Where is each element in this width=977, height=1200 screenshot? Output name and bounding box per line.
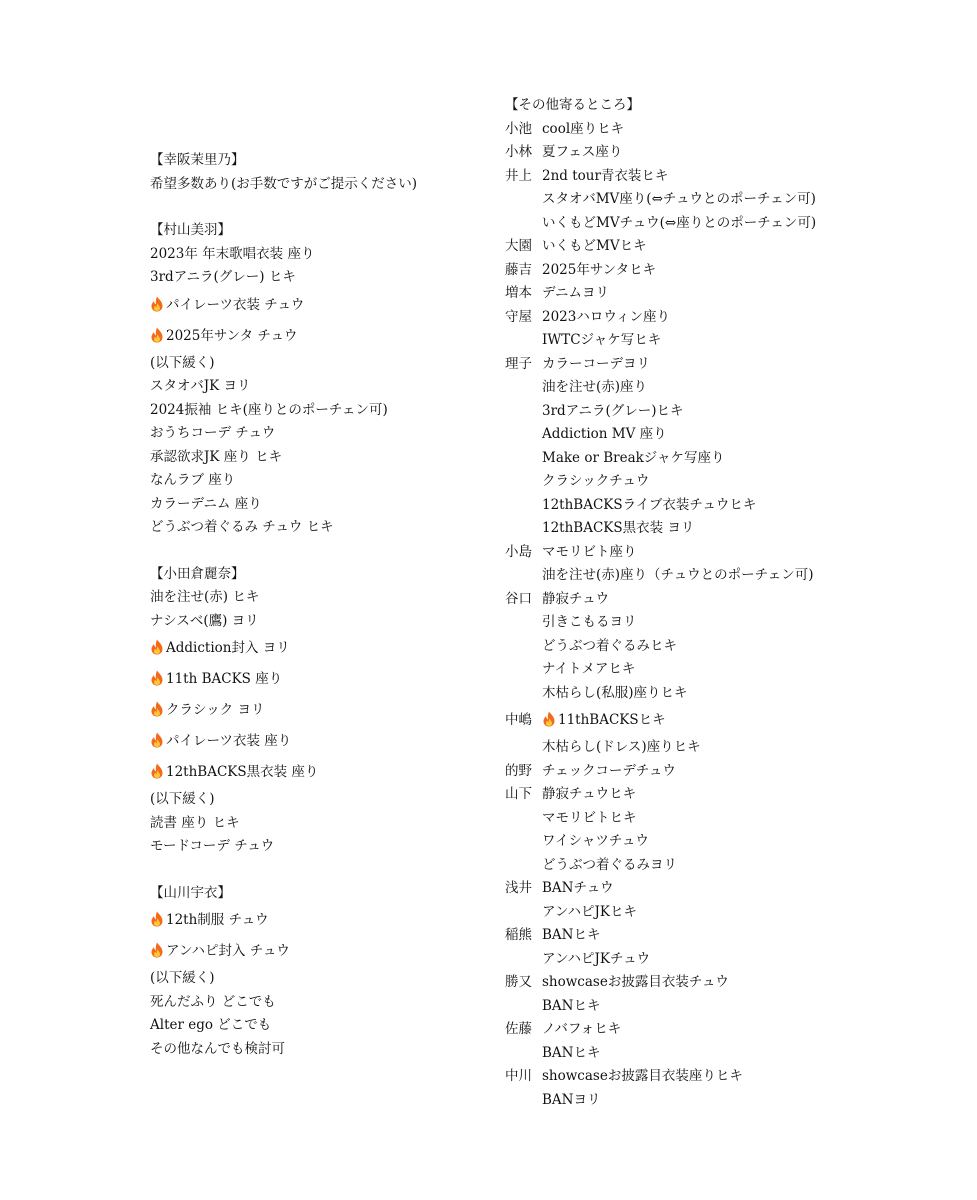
text-line	[505, 235, 965, 259]
line-text: 2024振袖 ヒキ(座りとのポーチェン可)	[150, 401, 388, 418]
fire-icon	[150, 670, 164, 686]
text-line	[150, 1038, 480, 1062]
text-line	[505, 564, 965, 588]
priority-line	[505, 705, 965, 736]
member-name: 守屋	[505, 308, 532, 325]
line-text: 引きこもるヨリ	[542, 614, 637, 630]
text-line	[505, 165, 965, 189]
line-text: (以下緩く)	[150, 791, 215, 807]
fire-icon	[150, 296, 164, 312]
priority-line	[150, 757, 480, 788]
line-text: その他なんでも検討可	[150, 1040, 285, 1057]
line-text: 3rdアニラ(グレー) ヒキ	[150, 269, 296, 285]
text-line	[150, 882, 480, 906]
line-text: 木枯らし(私服)座りヒキ	[542, 684, 688, 701]
line-text: showcaseお披露目衣装チュウ	[542, 974, 729, 990]
priority-line	[150, 321, 480, 352]
line-text: 12thBACKSライブ衣装チュウヒキ	[542, 496, 757, 513]
member-name: 中川	[505, 1068, 532, 1084]
line-text: 11th BACKS 座り	[166, 671, 283, 687]
text-line	[505, 376, 965, 400]
line-text: 希望多数あり(お手数ですがご提示ください)	[150, 175, 418, 192]
text-line	[150, 173, 480, 197]
line-text: いくもどMVヒキ	[542, 238, 647, 254]
text-line	[505, 658, 965, 682]
fire-icon	[150, 942, 164, 958]
member-name: 稲熊	[505, 927, 532, 943]
text-line	[505, 783, 965, 807]
fire-icon	[150, 732, 164, 748]
line-text: 夏フェス座り	[542, 144, 623, 160]
text-line	[505, 854, 965, 878]
line-text: どうぶつ着ぐるみヒキ	[542, 637, 677, 654]
line-text: ナシスベ(鷹) ヨリ	[150, 612, 259, 629]
member-name: 浅井	[505, 880, 532, 896]
line-text: 2023年 年末歌唱衣装 座り	[150, 245, 315, 262]
fire-icon	[150, 701, 164, 717]
line-text: パイレーツ衣装 座り	[166, 733, 292, 749]
text-line	[505, 924, 965, 948]
text-line	[505, 282, 965, 306]
line-text: 【山川宇衣】	[150, 884, 231, 901]
text-line	[505, 400, 965, 424]
line-text: 承認欲求JK 座り ヒキ	[150, 448, 283, 465]
text-line	[150, 243, 480, 267]
text-line	[505, 259, 965, 283]
priority-line	[150, 695, 480, 726]
text-line	[150, 352, 480, 376]
member-name: 大園	[505, 238, 532, 254]
text-line	[505, 995, 965, 1019]
member-name: 小島	[505, 543, 532, 560]
left-column	[150, 149, 480, 1061]
line-text: (以下緩く)	[150, 354, 215, 371]
line-text: ワイシャツチュウ	[542, 833, 649, 849]
text-line	[150, 446, 480, 470]
line-text: アンハピJKヒキ	[542, 903, 638, 920]
text-line	[150, 586, 480, 610]
text-line	[150, 516, 480, 540]
text-line	[505, 141, 965, 165]
text-line	[505, 1065, 965, 1089]
member-name: 小池	[505, 120, 532, 137]
line-text: BANヨリ	[542, 1091, 601, 1108]
member-name: 中嶋	[505, 712, 532, 728]
line-text: 油を注せ(赤)座り	[542, 379, 648, 395]
line-text: Addiction封入 ヨリ	[166, 640, 290, 656]
line-text: どうぶつ着ぐるみヨリ	[542, 856, 677, 873]
line-text: モードコーデ チュウ	[150, 838, 275, 854]
text-line	[150, 788, 480, 812]
fire-icon	[150, 327, 164, 343]
text-line	[150, 835, 480, 859]
text-line	[505, 517, 965, 541]
line-text: 【小田倉麗奈】	[150, 565, 245, 582]
text-line	[150, 812, 480, 836]
line-text: 木枯らし(ドレス)座りヒキ	[542, 739, 701, 755]
line-text: スタオバMV座り(⇔チュウとのポーチェン可)	[542, 191, 816, 207]
text-line	[505, 611, 965, 635]
text-line	[505, 94, 965, 118]
text-line	[150, 219, 480, 243]
text-line	[150, 422, 480, 446]
section-gap	[150, 859, 480, 882]
text-line	[505, 877, 965, 901]
line-text: 2nd tour青衣装ヒキ	[542, 167, 669, 184]
text-line	[150, 493, 480, 517]
member-name: 山下	[505, 786, 532, 802]
text-line	[150, 991, 480, 1015]
section-gap	[150, 540, 480, 563]
line-text: (以下緩く)	[150, 970, 215, 986]
text-line	[505, 541, 965, 565]
member-name: 増本	[505, 285, 532, 301]
line-text: クラシックチュウ	[542, 473, 650, 489]
line-text: 2025年サンタヒキ	[542, 261, 657, 278]
text-line	[505, 736, 965, 760]
text-line	[505, 1089, 965, 1113]
member-name: 藤吉	[505, 261, 532, 278]
line-text: チェックコーデチュウ	[542, 762, 676, 779]
line-text: 12thBACKS黒衣装 座り	[166, 764, 319, 780]
line-text: 【幸阪茉里乃】	[150, 152, 245, 168]
text-line	[150, 469, 480, 493]
text-line	[505, 901, 965, 925]
line-text: カラーデニム 座り	[150, 495, 262, 512]
member-name: 勝又	[505, 974, 532, 990]
line-text: 12th制服 チュウ	[166, 912, 269, 928]
text-line	[505, 447, 965, 471]
text-line	[505, 807, 965, 831]
text-line	[505, 635, 965, 659]
line-text: BANチュウ	[542, 880, 614, 896]
text-line	[505, 212, 965, 236]
line-text: Make or Breakジャケ写座り	[542, 449, 725, 466]
fire-icon	[542, 711, 556, 727]
priority-line	[150, 936, 480, 967]
line-text: ノバフォヒキ	[542, 1021, 622, 1037]
line-text: 12thBACKS黒衣装 ヨリ	[542, 520, 695, 536]
fire-icon	[150, 639, 164, 655]
line-text: なんラブ 座り	[150, 472, 236, 488]
line-text: 【村山美羽】	[150, 222, 231, 238]
text-line	[505, 588, 965, 612]
line-text: 読書 座り ヒキ	[150, 814, 240, 831]
member-name: 理子	[505, 355, 532, 372]
line-text: デニムヨリ	[542, 285, 609, 301]
text-line	[505, 423, 965, 447]
text-line	[505, 1018, 965, 1042]
line-text: マモリビト座り	[542, 543, 637, 560]
line-text: 油を注せ(赤)座り（チュウとのポーチェン可)	[542, 567, 814, 583]
line-text: cool座りヒキ	[542, 120, 625, 137]
text-line	[150, 149, 480, 173]
line-text: アンハピJKチュウ	[542, 950, 651, 967]
text-line	[505, 682, 965, 706]
priority-line	[150, 664, 480, 695]
member-name: 小林	[505, 144, 532, 160]
text-line	[505, 470, 965, 494]
line-text: パイレーツ衣装 チュウ	[166, 296, 305, 313]
priority-line	[150, 905, 480, 936]
text-line	[505, 118, 965, 142]
text-line	[505, 830, 965, 854]
line-text: マモリビトヒキ	[542, 809, 637, 826]
priority-line	[150, 290, 480, 321]
line-text: showcaseお披露目衣装座りヒキ	[542, 1068, 743, 1084]
text-line	[150, 266, 480, 290]
text-line	[150, 1014, 480, 1038]
member-name: 井上	[505, 167, 532, 184]
text-line	[150, 610, 480, 634]
line-text: Addiction MV 座り	[542, 426, 667, 442]
text-line	[150, 375, 480, 399]
line-text: 2023ハロウィン座り	[542, 308, 671, 325]
line-text: Alter ego どこでも	[150, 1017, 272, 1033]
fire-icon	[150, 911, 164, 927]
line-text: 2025年サンタ チュウ	[166, 327, 298, 344]
line-text: BANヒキ	[542, 927, 601, 943]
line-text: 油を注せ(赤) ヒキ	[150, 589, 260, 605]
text-line	[505, 760, 965, 784]
text-line	[150, 967, 480, 991]
text-line	[505, 188, 965, 212]
line-text: おうちコーデ チュウ	[150, 425, 276, 441]
text-line	[150, 563, 480, 587]
text-line	[505, 306, 965, 330]
line-text: BANヒキ	[542, 1044, 601, 1061]
text-line	[505, 353, 965, 377]
line-text: カラーコーデヨリ	[542, 355, 650, 372]
line-text: 静寂チュウ	[542, 590, 610, 607]
fire-icon	[150, 763, 164, 779]
line-text: 3rdアニラ(グレー)ヒキ	[542, 402, 684, 419]
line-text: BANヒキ	[542, 997, 601, 1014]
section-gap	[150, 196, 480, 219]
line-text: 【その他寄るところ】	[505, 97, 640, 113]
line-text: ナイトメアヒキ	[542, 661, 636, 677]
line-text: スタオバJK ヨリ	[150, 378, 251, 394]
priority-line	[150, 726, 480, 757]
line-text: いくもどMVチュウ(⇔座りとのポーチェン可)	[542, 214, 817, 231]
member-name: 的野	[505, 762, 532, 779]
line-text: クラシック ヨリ	[166, 702, 265, 718]
member-name: 佐藤	[505, 1021, 532, 1037]
line-text: どうぶつ着ぐるみ チュウ ヒキ	[150, 519, 334, 535]
text-line	[505, 494, 965, 518]
right-column	[505, 94, 965, 1112]
line-text: アンハピ封入 チュウ	[166, 943, 290, 959]
member-name: 谷口	[505, 590, 532, 607]
line-text: IWTCジャケ写ヒキ	[542, 332, 662, 348]
priority-line	[150, 633, 480, 664]
text-line	[505, 1042, 965, 1066]
text-line	[505, 971, 965, 995]
line-text: 静寂チュウヒキ	[542, 786, 637, 802]
text-line	[505, 948, 965, 972]
text-line	[150, 399, 480, 423]
text-line	[505, 329, 965, 353]
line-text: 死んだふり どこでも	[150, 993, 276, 1010]
line-text: 11thBACKSヒキ	[558, 712, 666, 728]
